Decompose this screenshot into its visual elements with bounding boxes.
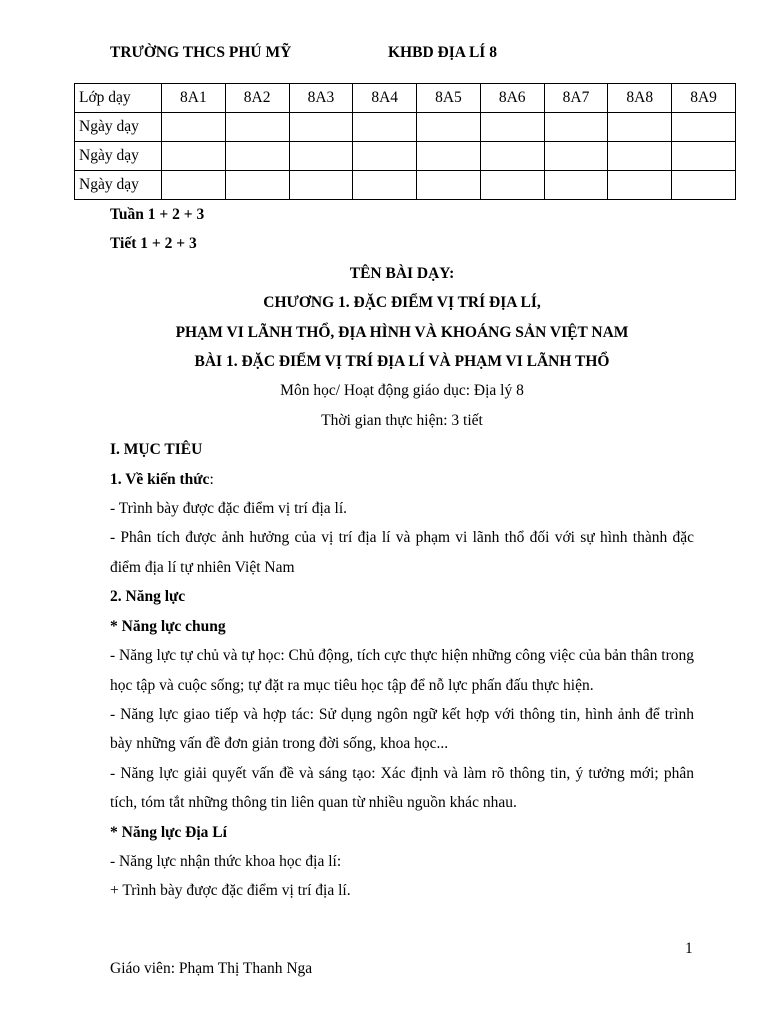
schedule-row-label: Ngày dạy [75,113,162,142]
schedule-cell [672,142,736,171]
knowledge-item: - Phân tích được ảnh hưởng của vị trí địa lí và phạm vi lãnh thổ đối với sự hình thành đặc điểm địa lí tự nhiên Việt Nam [110,529,694,576]
general-competence-heading: * Năng lực chung [110,617,226,635]
schedule-cell [225,142,289,171]
schedule-cell [353,142,417,171]
schedule-cell [544,113,608,142]
lesson-title: BÀI 1. ĐẶC ĐIỂM VỊ TRÍ ĐỊA LÍ VÀ PHẠM VI LÃNH THỔ [194,353,610,371]
schedule-cell [672,113,736,142]
knowledge-heading: 1. Về kiến thức [110,470,210,488]
competence-heading: 2. Năng lực [110,588,186,606]
class-header-cell: 8A5 [417,84,481,113]
schedule-cell [544,171,608,200]
schedule-cell [162,142,226,171]
schedule-row [75,113,736,142]
schedule-cell [608,171,672,200]
schedule-cell [225,113,289,142]
general-competence-item: - Năng lực tự chủ và tự học: Chủ động, tích cực thực hiện những công việc của bản thân trong học tập và cuộc sống; tự đặt ra mục tiêu học tập để nỗ lực phấn đấu thực hiện. [110,647,694,694]
week-line: Tuần 1 + 2 + 3 [110,206,205,223]
chapter-title-line1: CHƯƠNG 1. ĐẶC ĐIỂM VỊ TRÍ ĐỊA LÍ, [263,294,541,312]
class-header-cell: 8A1 [162,84,226,113]
schedule-row [75,142,736,171]
lesson-title-label: TÊN BÀI DẠY: [349,264,455,282]
schedule-table [74,83,736,200]
class-header-cell: 8A4 [353,84,417,113]
schedule-cell [353,113,417,142]
knowledge-heading-line [110,465,694,494]
subject-title: KHBD ĐỊA LÍ 8 [388,44,497,61]
class-header-cell: 8A9 [672,84,736,113]
schedule-cell [608,113,672,142]
school-name: TRƯỜNG THCS PHÚ MỸ [110,44,292,61]
schedule-row-label: Ngày dạy [75,171,162,200]
general-competence-item: - Năng lực giao tiếp và hợp tác: Sử dụng ngôn ngữ kết hợp với thông tin, hình ảnh để trình bày những vấn đề đơn giản trong đời sống, khoa học... [110,705,694,753]
chapter-title-line2: PHẠM VI LÃNH THỔ, ĐỊA HÌNH VÀ KHOÁNG SẢN VIỆT NAM [175,323,629,341]
schedule-cell [608,142,672,171]
geo-competence-heading: * Năng lực Địa Lí [110,823,227,841]
section-heading-objectives: I. MỤC TIÊU [110,441,203,459]
schedule-cell [417,171,481,200]
geo-competence-item: + Trình bày được đặc điểm vị trí địa lí. [110,882,351,900]
duration-line: Thời gian thực hiện: 3 tiết [321,411,483,429]
schedule-cell [289,113,353,142]
class-header-cell: 8A6 [480,84,544,113]
teacher-footer: Giáo viên: Phạm Thị Thanh Nga [110,960,313,977]
schedule-row-label: Ngày dạy [75,142,162,171]
geo-competence-item: - Năng lực nhận thức khoa học địa lí: [110,852,342,870]
class-header-cell: 8A3 [289,84,353,113]
knowledge-item: - Trình bày được đặc điểm vị trí địa lí. [110,500,348,518]
general-competence-item: - Năng lực giải quyết vấn đề và sáng tạo: Xác định và làm rõ thông tin, ý tưởng mới; phân tích, tóm tắt những thông tin liên quan từ nhiều nguồn khác nhau. [110,764,694,812]
schedule-cell [162,171,226,200]
knowledge-heading-colon: : [209,470,214,488]
schedule-row [75,171,736,200]
schedule-header-row [75,84,736,113]
schedule-cell [480,171,544,200]
schedule-cell [353,171,417,200]
class-header-cell: 8A8 [608,84,672,113]
schedule-cell [544,142,608,171]
page-number: 1 [685,940,693,957]
document-body [110,200,694,906]
schedule-corner-cell: Lớp dạy [75,84,162,113]
schedule-cell [225,171,289,200]
period-line: Tiết 1 + 2 + 3 [110,235,197,253]
subject-line: Môn học/ Hoạt động giáo dục: Địa lý 8 [280,382,524,400]
schedule-cell [672,171,736,200]
class-header-cell: 8A7 [544,84,608,113]
schedule-cell [417,113,481,142]
schedule-cell [289,171,353,200]
schedule-cell [480,142,544,171]
schedule-cell [417,142,481,171]
schedule-cell [289,142,353,171]
class-header-cell: 8A2 [225,84,289,113]
schedule-cell [480,113,544,142]
schedule-cell [162,113,226,142]
